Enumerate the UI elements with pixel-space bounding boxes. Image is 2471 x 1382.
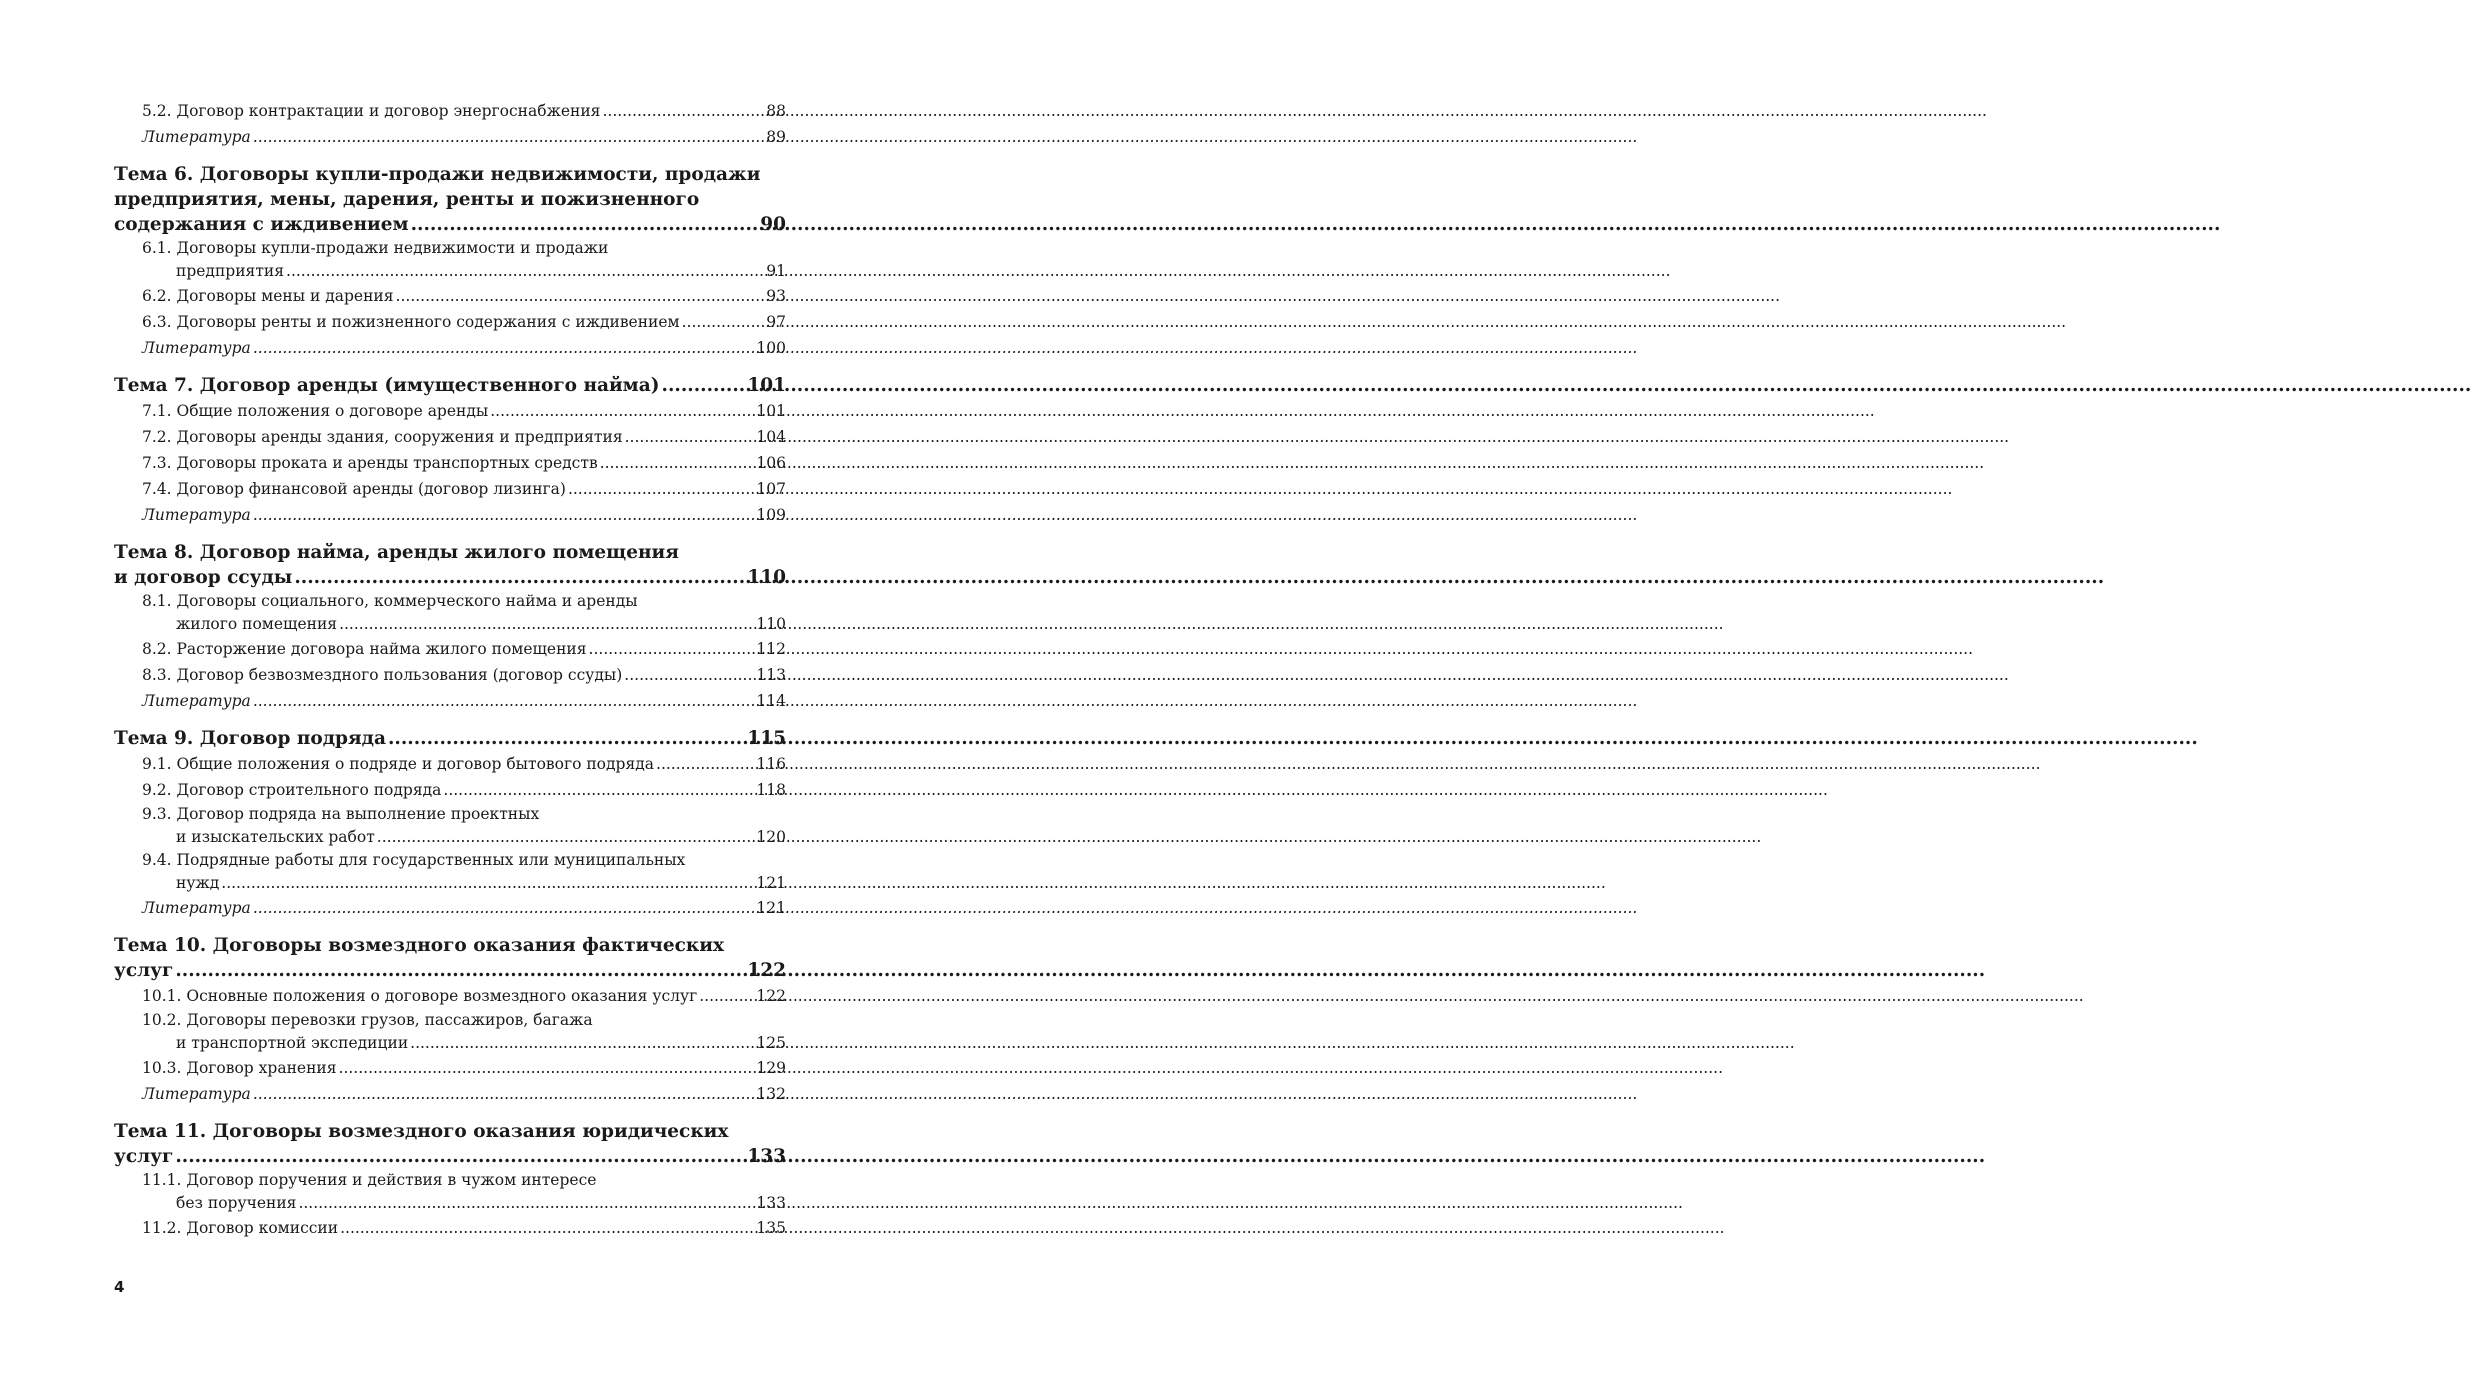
dot-leader — [253, 124, 764, 150]
dot-leader — [624, 662, 754, 688]
toc-topic — [114, 933, 786, 983]
toc-entry-title: и договор ссуды — [114, 567, 293, 588]
toc-section — [114, 398, 786, 424]
dot-leader — [253, 335, 755, 361]
dot-leader — [253, 1081, 755, 1107]
toc-entry-title: 10.2. Договоры перевозки грузов, пассажиров, багажа — [142, 1011, 593, 1029]
toc-section — [114, 590, 786, 636]
toc-entry-title: Литература — [142, 1085, 251, 1103]
dot-leader — [443, 777, 754, 803]
toc-page-number: 88 — [766, 102, 786, 120]
toc-entry-title: 7.2. Договоры аренды здания, сооружения и предприятия — [142, 428, 623, 446]
toc-entry-title: 8.1. Договоры социального, коммерческого найма и аренды — [142, 592, 638, 610]
toc-entry-title: Литература — [142, 692, 251, 710]
toc-literature — [114, 1081, 786, 1107]
dot-leader — [340, 1215, 754, 1241]
toc-page-number: 133 — [756, 1194, 786, 1212]
toc-section — [114, 849, 786, 895]
toc-entry-title: Тема 11. Договоры возмездного оказания юридических — [114, 1121, 729, 1142]
toc-entry-title: и транспортной экспедиции — [176, 1034, 409, 1052]
toc-page-number: 106 — [756, 454, 786, 472]
toc-page-number: 120 — [756, 828, 786, 846]
dot-leader — [602, 98, 764, 124]
page-number: 4 — [114, 1278, 125, 1296]
toc-literature — [114, 124, 786, 150]
toc-entry-title: Тема 10. Договоры возмездного оказания фактических — [114, 935, 724, 956]
toc-entry-title: 7.3. Договоры проката и аренды транспортных средств — [142, 454, 598, 472]
toc-entry-title: услуг — [114, 960, 174, 981]
toc-entry-title: 10.3. Договор хранения — [142, 1059, 337, 1077]
toc-page-number: 112 — [756, 640, 786, 658]
dot-leader — [656, 751, 754, 777]
dot-leader — [339, 612, 754, 636]
toc-section — [114, 662, 786, 688]
toc-topic — [114, 726, 786, 751]
dot-leader — [490, 398, 754, 424]
toc-section — [114, 283, 786, 309]
dot-leader — [662, 373, 746, 398]
toc-page-number: 109 — [756, 506, 786, 524]
toc-entry-title: 7.4. Договор финансовой аренды (договор лизинга) — [142, 480, 566, 498]
toc-entry-title: 11.1. Договор поручения и действия в чужом интересе — [142, 1171, 597, 1189]
toc-page-number: 104 — [756, 428, 786, 446]
toc-page-number: 91 — [766, 262, 786, 280]
toc-page-number: 101 — [756, 402, 786, 420]
toc-page-number: 133 — [747, 1146, 786, 1167]
toc-entry-title: 6.1. Договоры купли-продажи недвижимости и продажи — [142, 239, 609, 257]
dot-leader — [253, 502, 755, 528]
toc-section — [114, 237, 786, 283]
dot-leader — [682, 309, 765, 335]
toc-entry-title: содержания с иждивением — [114, 214, 409, 235]
dot-leader — [396, 283, 765, 309]
toc-entry-title: и изыскательских работ — [176, 828, 375, 846]
toc-entry-title: 5.2. Договор контрактации и договор энергоснабжения — [142, 102, 601, 120]
toc-page-number: 97 — [766, 313, 786, 331]
toc-entry-title: без поручения — [176, 1194, 297, 1212]
toc-entry-title: 11.2. Договор комиссии — [142, 1219, 339, 1237]
toc-entry-title: 9.1. Общие положения о подряде и договор бытового подряда — [142, 755, 655, 773]
dot-leader — [411, 212, 759, 237]
toc-page-number: 135 — [756, 1219, 786, 1237]
toc-page-number: 113 — [756, 666, 786, 684]
dot-leader — [221, 871, 754, 895]
toc-section — [114, 1169, 786, 1215]
table-of-contents — [114, 98, 786, 1241]
toc-section — [114, 636, 786, 662]
toc-page-number: 110 — [756, 615, 786, 633]
toc-entry-title: Тема 8. Договор найма, аренды жилого помещения — [114, 542, 679, 563]
toc-topic — [114, 373, 786, 398]
toc-section — [114, 1055, 786, 1081]
toc-entry-title: предприятия — [176, 262, 285, 280]
toc-literature — [114, 335, 786, 361]
toc-section — [114, 309, 786, 335]
dot-leader — [377, 825, 755, 849]
dot-leader — [175, 958, 745, 983]
toc-page-number: 122 — [747, 960, 786, 981]
toc-entry-title: Литература — [142, 128, 251, 146]
toc-section — [114, 751, 786, 777]
toc-section — [114, 1009, 786, 1055]
toc-entry-title: 7.1. Общие положения о договоре аренды — [142, 402, 489, 420]
toc-entry-title: 8.2. Расторжение договора найма жилого помещения — [142, 640, 587, 658]
toc-entry-title: Литература — [142, 899, 251, 917]
toc-section — [114, 476, 786, 502]
toc-entry-title: 6.3. Договоры ренты и пожизненного содержания с иждивением — [142, 313, 680, 331]
toc-topic — [114, 162, 786, 237]
toc-entry-title: Тема 6. Договоры купли-продажи недвижимости, продажи — [114, 164, 761, 185]
toc-section — [114, 1215, 786, 1241]
toc-page-number: 121 — [756, 899, 786, 917]
dot-leader — [298, 1191, 754, 1215]
dot-leader — [568, 476, 754, 502]
dot-leader — [699, 983, 754, 1009]
toc-page-number: 118 — [756, 781, 786, 799]
dot-leader — [175, 1144, 745, 1169]
toc-literature — [114, 688, 786, 714]
dot-leader — [294, 565, 745, 590]
dot-leader — [253, 688, 755, 714]
toc-topic — [114, 540, 786, 590]
dot-leader — [388, 726, 745, 751]
toc-entry-title: Литература — [142, 506, 251, 524]
toc-entry-title: 10.1. Основные положения о договоре возмездного оказания услуг — [142, 987, 698, 1005]
toc-literature — [114, 502, 786, 528]
dot-leader — [253, 895, 755, 921]
toc-section — [114, 983, 786, 1009]
toc-topic — [114, 1119, 786, 1169]
toc-entry-title: услуг — [114, 1146, 174, 1167]
toc-page-number: 89 — [766, 128, 786, 146]
dot-leader — [410, 1031, 754, 1055]
toc-section — [114, 777, 786, 803]
toc-entry-title: Тема 9. Договор подряда — [114, 728, 386, 749]
toc-page-number: 129 — [756, 1059, 786, 1077]
dot-leader — [600, 450, 755, 476]
toc-entry-title: 9.3. Договор подряда на выполнение проектных — [142, 805, 540, 823]
toc-page-number: 122 — [756, 987, 786, 1005]
toc-page-number: 100 — [756, 339, 786, 357]
toc-page-number: 116 — [756, 755, 786, 773]
toc-entry-title: 9.2. Договор строительного подряда — [142, 781, 442, 799]
toc-literature — [114, 895, 786, 921]
toc-entry-title: Литература — [142, 339, 251, 357]
dot-leader — [625, 424, 755, 450]
dot-leader — [286, 259, 764, 283]
toc-page-number: 121 — [756, 874, 786, 892]
toc-entry-title: 9.4. Подрядные работы для государственных или муниципальных — [142, 851, 686, 869]
toc-section — [114, 450, 786, 476]
toc-page-number: 132 — [756, 1085, 786, 1103]
toc-page-number: 107 — [756, 480, 786, 498]
toc-page-number: 90 — [760, 214, 786, 235]
toc-entry-title: жилого помещения — [176, 615, 338, 633]
toc-entry-title: предприятия, мены, дарения, ренты и пожизненного — [114, 189, 700, 210]
toc-page-number: 114 — [756, 692, 786, 710]
toc-page-number: 93 — [766, 287, 786, 305]
toc-page-number: 115 — [747, 728, 786, 749]
dot-leader — [339, 1055, 755, 1081]
toc-entry-title: 8.3. Договор безвозмездного пользования (договор ссуды) — [142, 666, 623, 684]
toc-entry-title: нужд — [176, 874, 220, 892]
toc-page-number: 101 — [747, 375, 786, 396]
toc-section — [114, 424, 786, 450]
toc-page-number: 110 — [747, 567, 786, 588]
toc-section — [114, 98, 786, 124]
toc-entry-title: Тема 7. Договор аренды (имущественного найма) — [114, 375, 660, 396]
dot-leader — [589, 636, 755, 662]
toc-entry-title: 6.2. Договоры мены и дарения — [142, 287, 394, 305]
toc-page-number: 125 — [756, 1034, 786, 1052]
toc-section — [114, 803, 786, 849]
